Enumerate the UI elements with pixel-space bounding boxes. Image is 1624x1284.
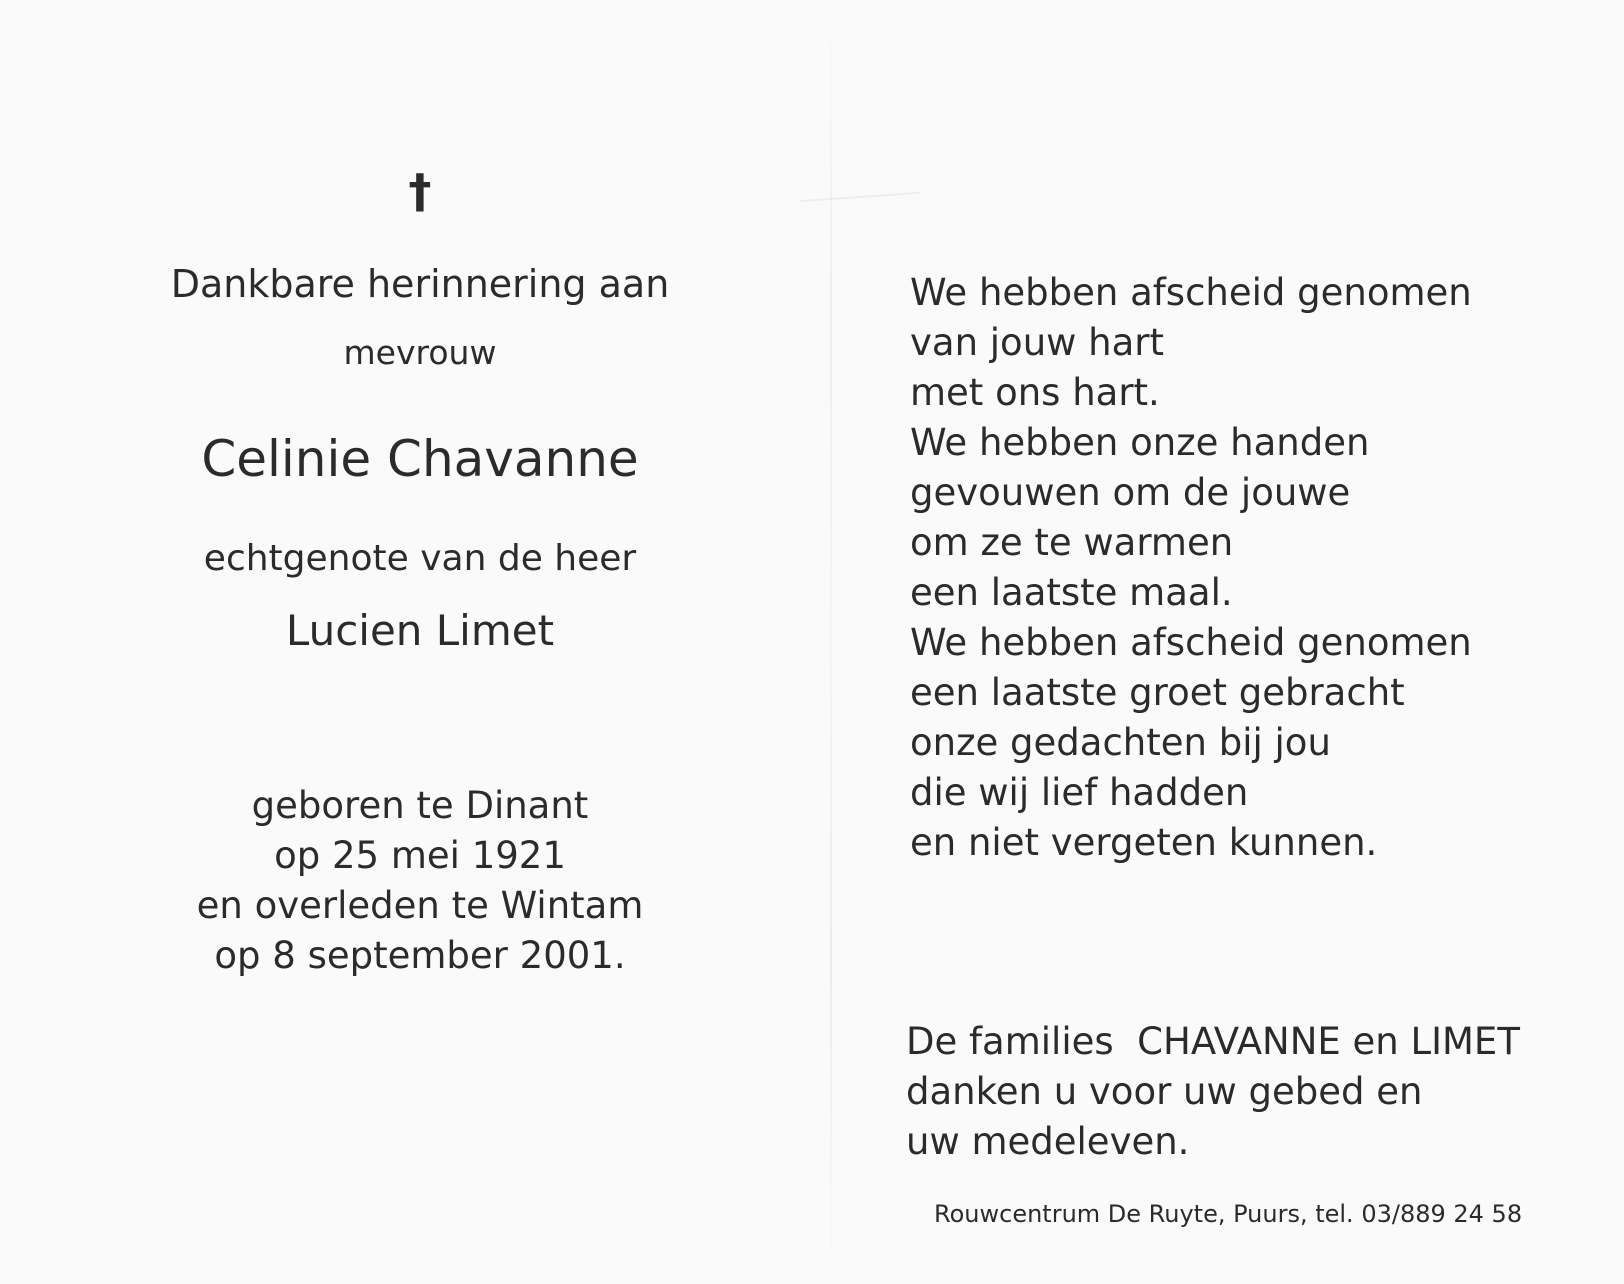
poem-line: om ze te warmen (910, 521, 1234, 564)
poem-line: een laatste groet gebracht (910, 671, 1405, 714)
right-panel (906, 0, 1570, 1284)
poem-line: We hebben afscheid genomen (910, 621, 1472, 664)
card-fold-line (830, 0, 832, 1284)
birth-place-line: geboren te Dinant (251, 784, 589, 827)
funeral-home-footer: Rouwcentrum De Ruyte, Puurs, tel. 03/889 24 58 (934, 1200, 1523, 1228)
poem-line: gevouwen om de jouwe (910, 471, 1351, 514)
birth-date-line: op 25 mei 1921 (274, 834, 566, 877)
spouse-intro: echtgenote van de heer (203, 538, 637, 579)
deceased-name: Celinie Chavanne (201, 430, 639, 488)
poem-line: van jouw hart (910, 321, 1165, 364)
thanks-line: uw medeleven. (906, 1120, 1190, 1163)
death-place-line: en overleden te Wintam (196, 884, 644, 927)
family-thanks (906, 1017, 1520, 1167)
poem-line: die wij lief hadden (910, 771, 1249, 814)
remembrance-intro: Dankbare herinnering aan (170, 262, 670, 306)
left-panel (120, 0, 720, 1284)
poem-line: We hebben afscheid genomen (910, 271, 1472, 314)
poem-line: en niet vergeten kunnen. (910, 821, 1378, 864)
poem-line: met ons hart. (910, 371, 1160, 414)
poem-line: onze gedachten bij jou (910, 721, 1331, 764)
spouse-name: Lucien Limet (285, 606, 555, 655)
poem-line: een laatste maal. (910, 571, 1233, 614)
thanks-line: danken u voor uw gebed en (906, 1070, 1423, 1113)
poem-line: We hebben onze handen (910, 421, 1370, 464)
paper-crease (800, 192, 920, 202)
death-date-line: op 8 september 2001. (214, 934, 626, 977)
honorific: mevrouw (343, 333, 497, 372)
poem (910, 268, 1472, 868)
cross-icon: † (408, 164, 432, 218)
thanks-line: De families CHAVANNE en LIMET (906, 1020, 1520, 1063)
